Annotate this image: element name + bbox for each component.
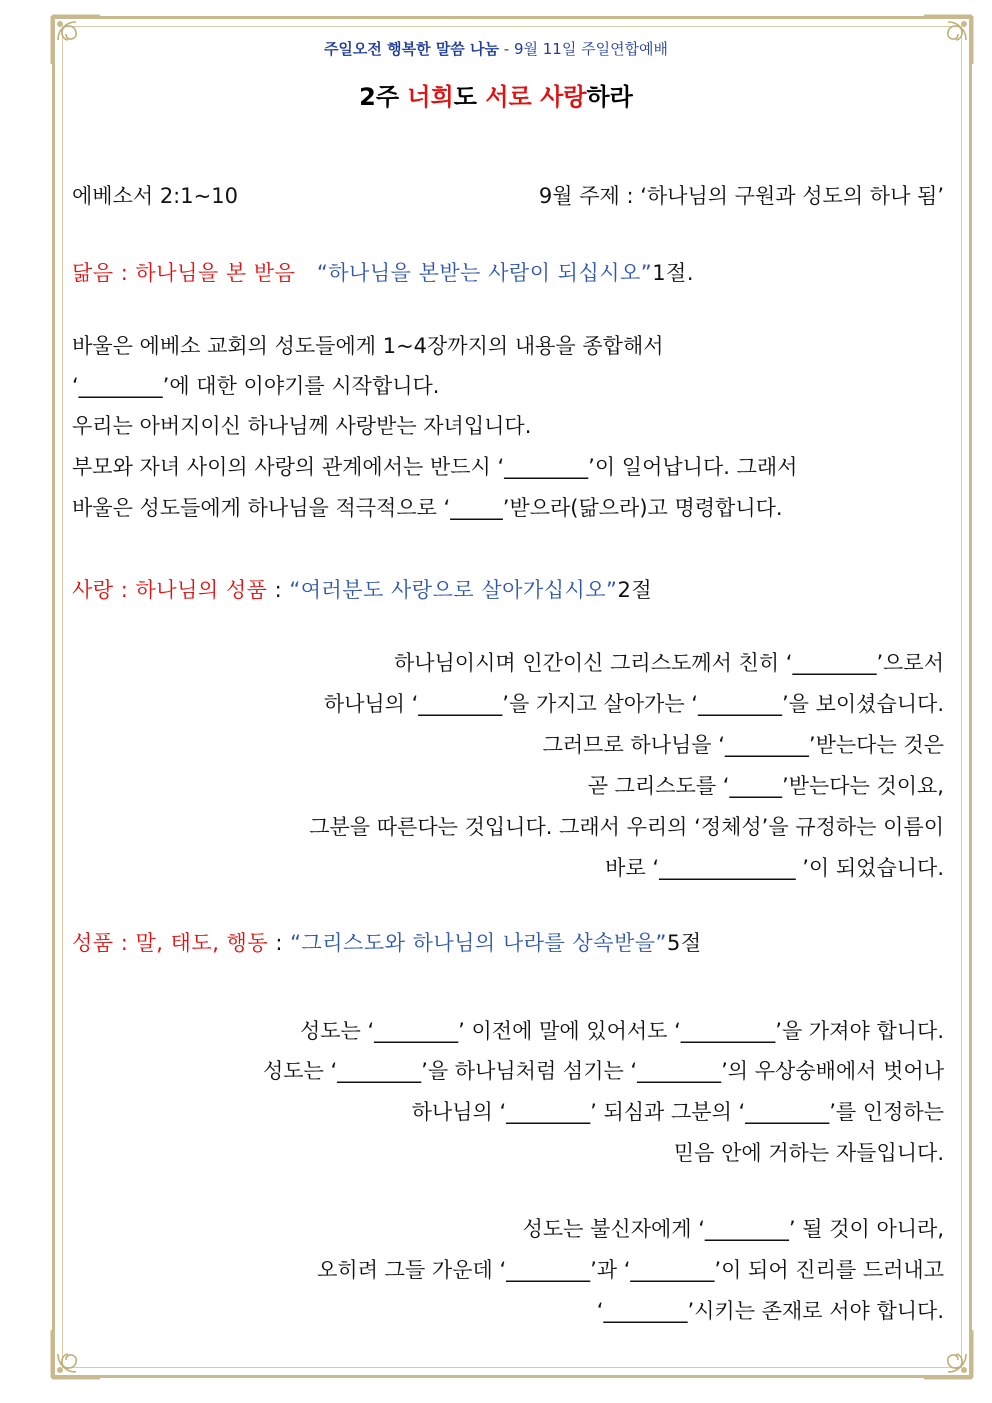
section3-line-5: 성도는 불신자에게 ‘________’ 될 것이 아니라, xyxy=(522,1217,944,1241)
section3-line-4: 믿음 안에 거하는 자들입니다. xyxy=(673,1141,944,1165)
scripture-reference: 에베소서 2:1~10 xyxy=(72,184,238,208)
section3-quote-b: 하나님의 나라를 상속받을” xyxy=(412,931,667,955)
section3-line-7: ‘________’시키는 존재로 서야 합니다. xyxy=(596,1299,944,1323)
header-sub: 9월 11일 주일연합예배 xyxy=(513,40,669,58)
title-part-3: 도 xyxy=(453,83,486,111)
section1-verse: 1절. xyxy=(652,261,695,285)
section2-line-3: 그러므로 하나님을 ‘________’받는다는 것은 xyxy=(542,733,944,757)
corner-ornament-icon xyxy=(46,1324,106,1384)
page-title xyxy=(0,84,992,110)
section2-heading xyxy=(72,577,652,603)
page-header xyxy=(0,36,992,62)
section3-sep: : xyxy=(268,931,291,955)
section1-line-5: 바울은 성도들에게 하나님을 적극적으로 ‘_____’받으라(닮으라)고 명령합니다. xyxy=(72,496,783,520)
section1-line-4: 부모와 자녀 사이의 사랑의 관계에서는 반드시 ‘________’이 일어납니다. 그래서 xyxy=(72,455,798,479)
section3-line-3: 하나님의 ‘________’ 되심과 그분의 ‘________’를 인정하는 xyxy=(411,1100,944,1124)
section2-sep: : xyxy=(267,578,290,602)
section1-line-3: 우리는 아버지이신 하나님께 사랑받는 자녀입니다. xyxy=(72,414,532,438)
section2-line-1: 하나님이시며 인간이신 그리스도께서 친히 ‘________’으로서 xyxy=(393,651,944,675)
section1-line-1: 바울은 에베소 교회의 성도들에게 1~4장까지의 내용을 종합해서 xyxy=(72,334,664,358)
section2-quote: “여러분도 사랑으로 살아가십시오” xyxy=(289,578,618,602)
title-part-5: 하라 xyxy=(586,83,633,111)
section2-verse: 2절 xyxy=(617,578,653,602)
header-separator: - xyxy=(499,40,514,58)
section1-head: 닮음 : 하나님을 본 받음 xyxy=(72,261,296,285)
section3-quote-a: “그리스도와 xyxy=(290,931,413,955)
section2-head: 사랑 : 하나님의 성품 xyxy=(72,578,268,602)
section3-head: 성품 : 말, 태도, 행동 xyxy=(72,931,269,955)
section2-line-4: 곧 그리스도를 ‘_____’받는다는 것이요, xyxy=(587,774,944,798)
section2-line-2: 하나님의 ‘________’을 가지고 살아가는 ‘________’을 보이셨습니다. xyxy=(323,692,944,716)
section2-line-6: 바로 ‘_____________ ’이 되었습니다. xyxy=(605,856,944,880)
section3-heading xyxy=(72,930,702,956)
section1-quote: “하나님을 본받는 사람이 되십시오” xyxy=(316,261,653,285)
section3-line-1: 성도는 ‘________’ 이전에 말에 있어서도 ‘_________’을 가져야 합니다. xyxy=(299,1019,944,1043)
monthly-theme: 9월 주제 : ‘하나님의 구원과 성도의 하나 됨’ xyxy=(538,184,944,208)
section2-line-5: 그분을 따른다는 것입니다. 그래서 우리의 ‘정체성’을 규정하는 이름이 xyxy=(309,815,944,839)
header-main: 주일오전 행복한 말씀 나눔 xyxy=(323,40,499,58)
section3-line-6: 오히려 그들 가운데 ‘________’과 ‘________’이 되어 진리를 드러내고 xyxy=(317,1258,944,1282)
section1-line-2: ‘________’에 대한 이야기를 시작합니다. xyxy=(72,374,440,398)
section3-line-2: 성도는 ‘________’을 하나님처럼 섬기는 ‘________’의 우상숭배에서 벗어나 xyxy=(262,1059,944,1083)
section1-heading xyxy=(72,260,694,286)
section3-verse: 5절 xyxy=(666,931,702,955)
title-part-1: 2주 xyxy=(359,83,408,111)
corner-ornament-icon xyxy=(918,1324,978,1384)
title-part-4: 서로 사랑 xyxy=(485,83,587,111)
title-part-2: 너희 xyxy=(407,83,454,111)
